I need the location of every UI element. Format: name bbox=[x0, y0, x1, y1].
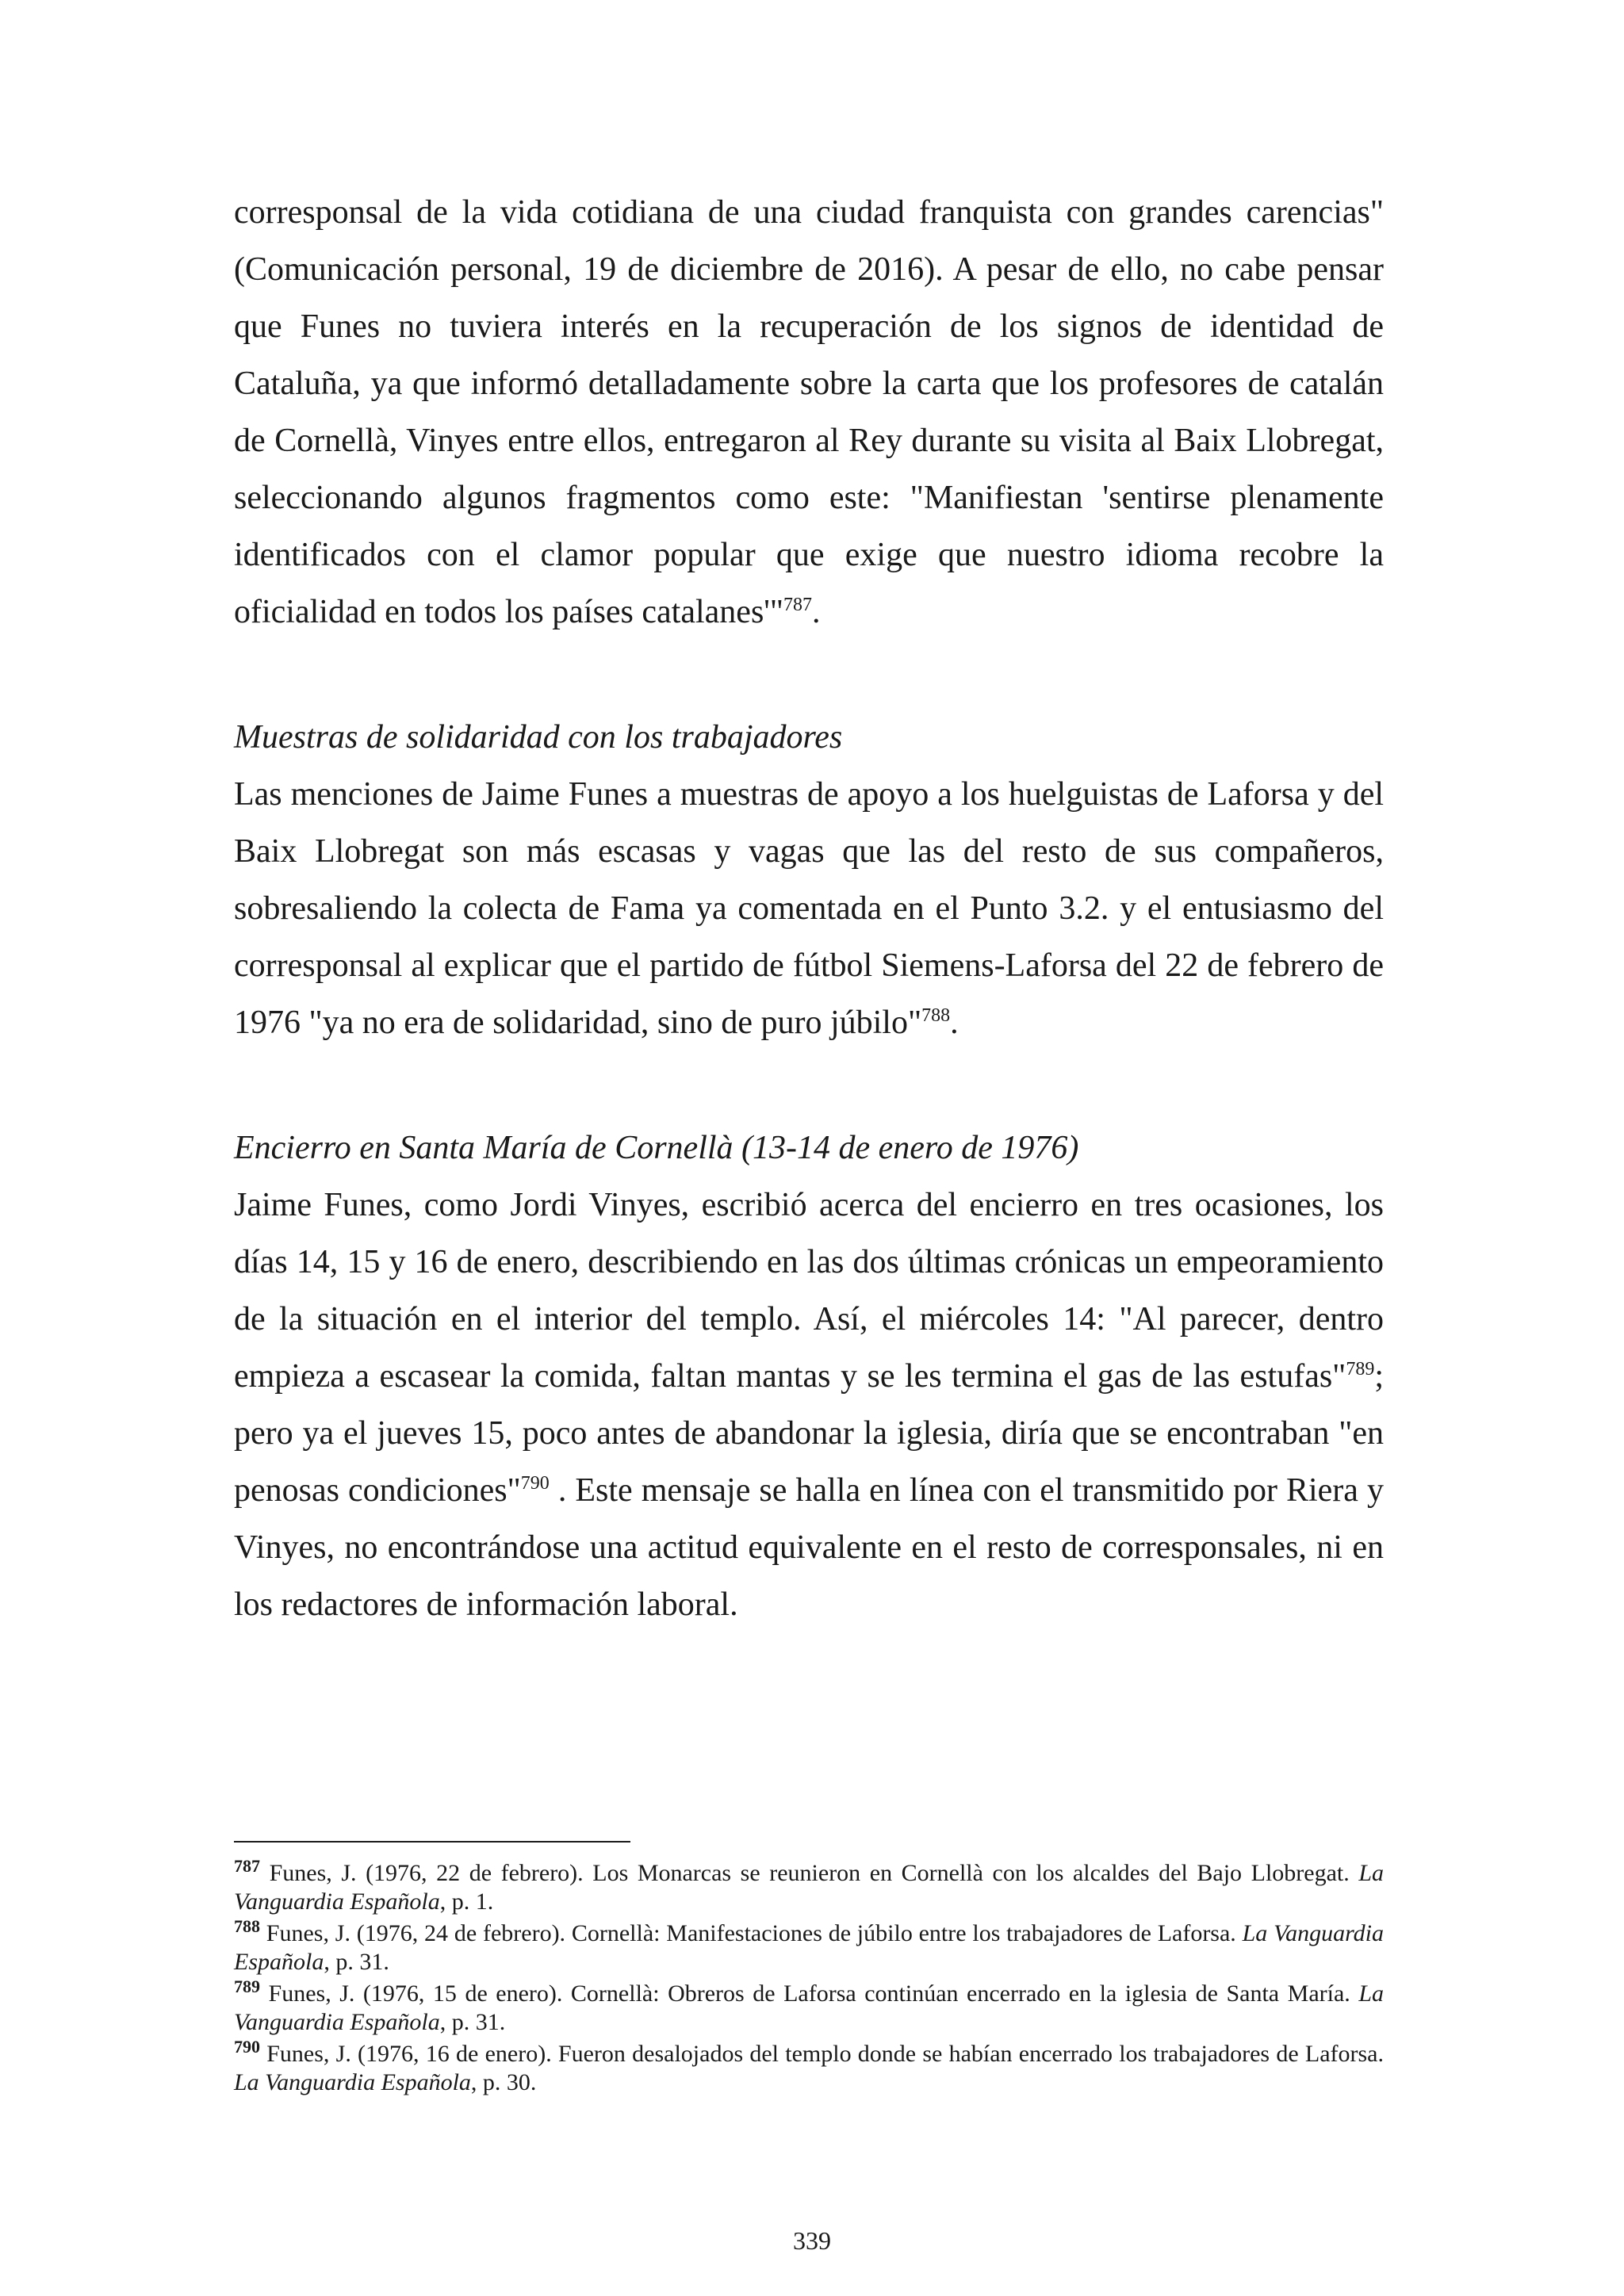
footnote-source: La Vanguardia Española bbox=[234, 1860, 1384, 1915]
paragraph-1-tail: . bbox=[812, 594, 821, 630]
footnote-789 bbox=[234, 1976, 1384, 2037]
footnote-source: La Vanguardia Española bbox=[234, 2069, 471, 2095]
footnote-source: La Vanguardia Española bbox=[234, 1980, 1384, 2035]
footnote-number: 789 bbox=[234, 1976, 260, 1996]
footnote-divider bbox=[234, 1841, 630, 1843]
footnote-787 bbox=[234, 1856, 1384, 1916]
footnote-page: , p. 31. bbox=[439, 2009, 506, 2035]
paragraph-3-text-a: Jaime Funes, como Jordi Vinyes, escribió acerca del encierro en tres ocasiones, los días 14, 15 y 16 de enero, describiendo en las dos últimas crónicas un empeoramiento de la situación en el interior del templo. Así, el miércoles 14: "Al parecer, dentro empieza a escasear la comida, faltan mantas y se les termina el gas de las estufas" bbox=[234, 1187, 1384, 1395]
paragraph-1-text: corresponsal de la vida cotidiana de una ciudad franquista con grandes carencias" (Comunicación personal, 19 de diciembre de 2016). A pesar de ello, no cabe pensar que Funes no tuviera interés en la recuperación de los signos de identidad de Cataluña, ya que informó detalladamente sobre la carta que los profesores de catalán de Cornellà, Vinyes entre ellos, entregaron al Rey durante su visita al Baix Llobregat, seleccionando algunos fragmentos como este: "Manifiestan 'sentirse plenamente identificados con el clamor popular que exige que nuestro idioma recobre la oficialidad en todos los países catalanes'" bbox=[234, 194, 1384, 630]
paragraph-3 bbox=[234, 1177, 1384, 1633]
footnote-ref-790[interactable]: 790 bbox=[520, 1473, 550, 1494]
footnote-ref-788[interactable]: 788 bbox=[921, 1005, 951, 1026]
footnote-ref-789[interactable]: 789 bbox=[1346, 1359, 1375, 1380]
footnote-number: 788 bbox=[234, 1916, 260, 1936]
footnotes-section bbox=[234, 1856, 1384, 2100]
footnote-source: La Vanguardia Española bbox=[234, 1920, 1384, 1975]
footnote-page: , p. 30. bbox=[470, 2069, 537, 2095]
spacer bbox=[234, 641, 1384, 709]
footnote-788 bbox=[234, 1916, 1384, 1976]
paragraph-1 bbox=[234, 184, 1384, 641]
footnote-text: Funes, J. (1976, 22 de febrero). Los Monarcas se reunieron en Cornellà con los alcaldes del Bajo Llobregat. bbox=[260, 1860, 1359, 1886]
footnote-page: , p. 31. bbox=[324, 1949, 389, 1975]
footnote-790 bbox=[234, 2037, 1384, 2097]
paragraph-2-tail: . bbox=[950, 1004, 959, 1041]
paragraph-3-text-c: . Este mensaje se halla en línea con el transmitido por Riera y Vinyes, no encontrándose una actitud equivalente en el resto de corresponsales, ni en los redactores de información laboral. bbox=[234, 1472, 1384, 1623]
paragraph-2 bbox=[234, 766, 1384, 1051]
footnote-ref-787[interactable]: 787 bbox=[783, 595, 812, 615]
footnote-text: Funes, J. (1976, 16 de enero). Fueron desalojados del templo donde se habían encerrado los trabajadores de Laforsa. bbox=[260, 2041, 1384, 2067]
footnote-text: Funes, J. (1976, 24 de febrero). Cornellà: Manifestaciones de júbilo entre los trabajadores de Laforsa. bbox=[260, 1920, 1243, 1946]
footnote-text: Funes, J. (1976, 15 de enero). Cornellà: Obreros de Laforsa continúan encerrado en la iglesia de Santa María. bbox=[260, 1980, 1359, 2007]
spacer bbox=[234, 1051, 1384, 1119]
section-heading-solidarity: Muestras de solidaridad con los trabajadores bbox=[234, 719, 843, 756]
paragraph-2-text: Las menciones de Jaime Funes a muestras de apoyo a los huelguistas de Laforsa y del Baix Llobregat son más escasas y vagas que las del resto de sus compañeros, sobresaliendo la colecta de Fama ya comentada en el Punto 3.2. y el entusiasmo del corresponsal al explicar que el partido de fútbol Siemens-Laforsa del 22 de febrero de 1976 "ya no era de solidaridad, sino de puro júbilo" bbox=[234, 776, 1384, 1041]
footnote-number: 787 bbox=[234, 1856, 260, 1876]
paragraph-3-text-b: ; pero ya el jueves 15, poco antes de abandonar la iglesia, diría que se encontraban "en penosas condiciones" bbox=[234, 1358, 1384, 1509]
page-body bbox=[234, 184, 1384, 1633]
footnote-page: , p. 1. bbox=[439, 1888, 494, 1915]
section-heading-encierro: Encierro en Santa María de Cornellà (13-14 de enero de 1976) bbox=[234, 1130, 1079, 1166]
page-number: 339 bbox=[793, 2226, 831, 2255]
footnote-number: 790 bbox=[234, 2037, 260, 2057]
